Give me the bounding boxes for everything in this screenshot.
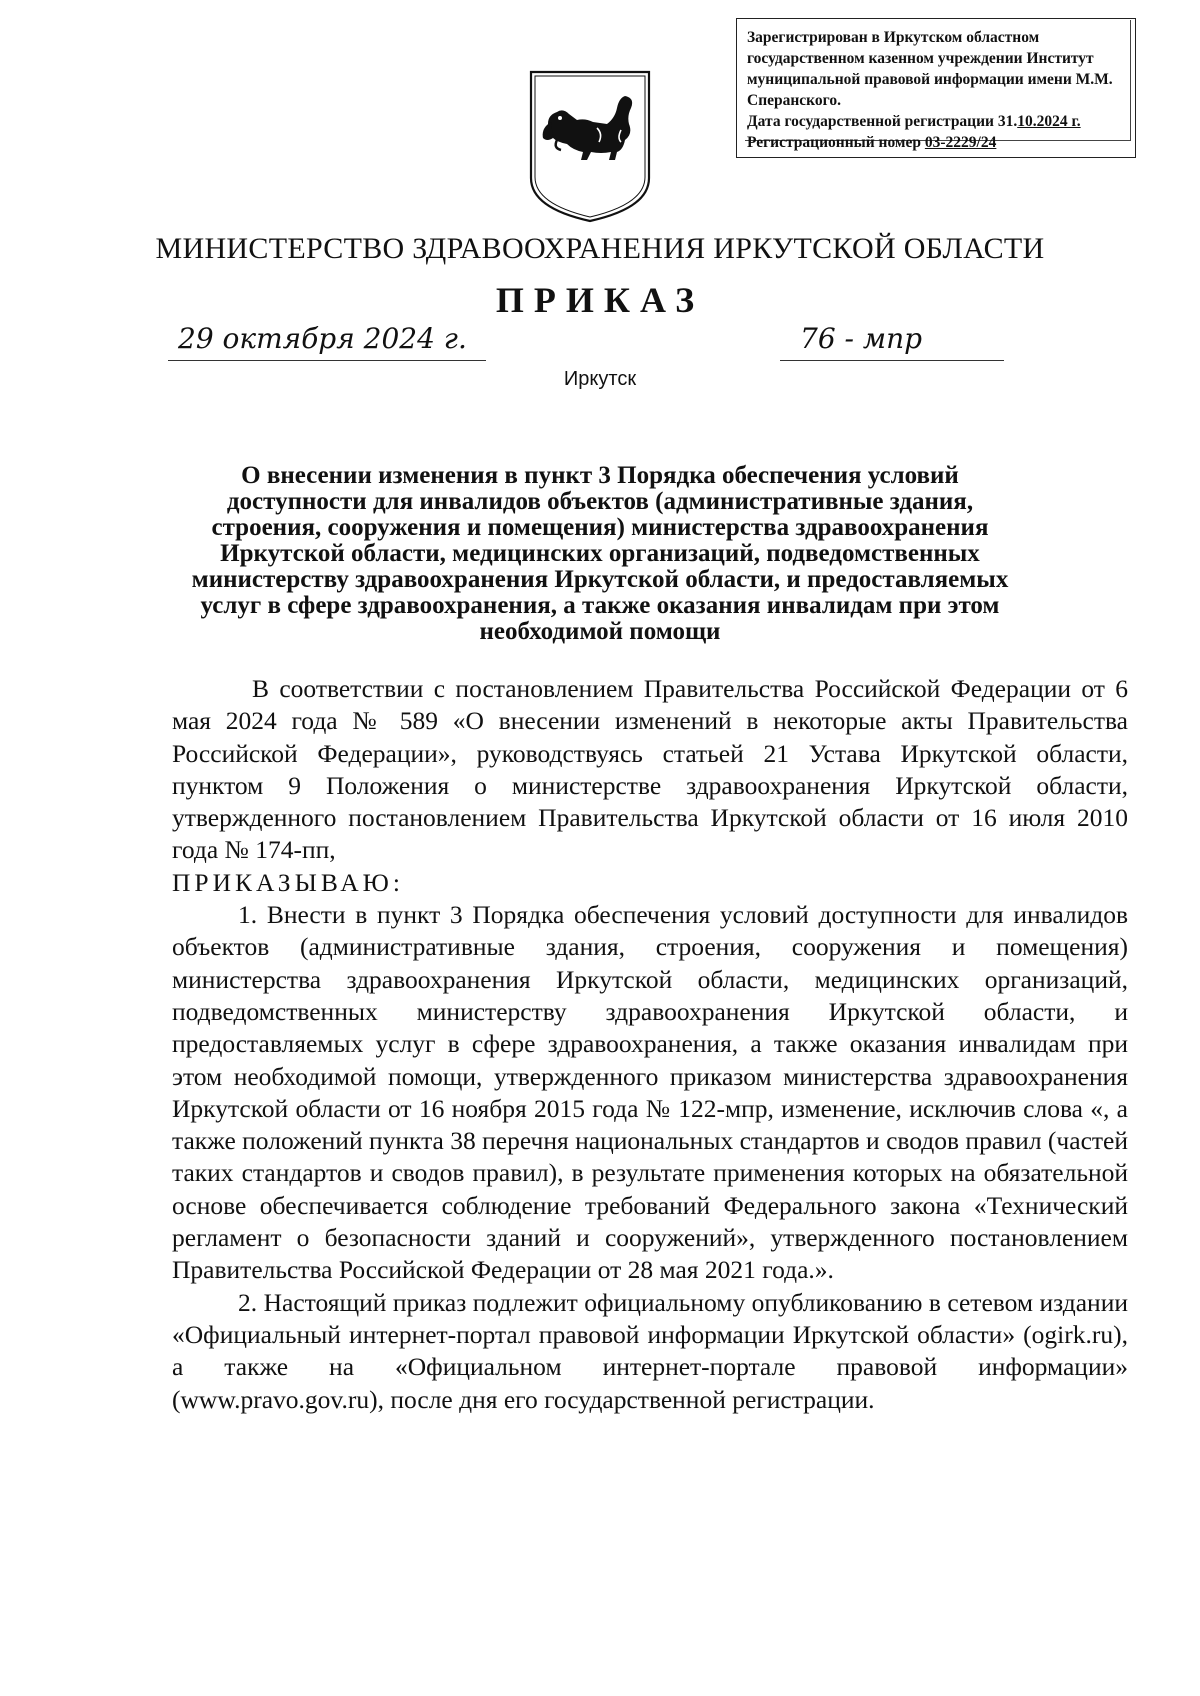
stamp-line-2: государственном казенном учреждении Институт xyxy=(747,50,1094,67)
stamp-date-label: Дата государственной регистрации 31. xyxy=(747,113,1018,130)
document-body xyxy=(172,673,1128,1416)
city-name: Иркутск xyxy=(563,368,637,390)
stamp-number-value: 03-2229/24 xyxy=(924,134,997,151)
item-1-paragraph: 1. Внести в пункт 3 Порядка обеспечения условий доступности для инвалидов объектов (административные здания, строения, сооружения и помещения) министерства здравоохранения Иркутской области, медицинских организаций, подведомственных министерству здравоохранения Иркутской области, и предоставляемых услуг в сфере здравоохранения, а также оказания инвалидам при этом необходимой помощи, утвержденного приказом министерства здравоохранения Иркутской области от 16 ноября 2015 года № 122-мпр, изменение, исключив слова «, а также положений пункта 38 перечня национальных стандартов и сводов правил (частей таких стандартов и сводов правил), в результате применения которых на обязательной основе обеспечивается соблюдение требований Федерального закона «Технический регламент о безопасности зданий и сооружений», утвержденного постановлением Правительства Российской Федерации от 28 мая 2021 года.». xyxy=(172,900,1128,1285)
order-word: ПРИКАЗЫВАЮ: xyxy=(172,867,404,897)
item-2-paragraph: 2. Настоящий приказ подлежит официальному опубликованию в сетевом издании «Официальный интернет-портал правовой информации Иркутской области» (ogirk.ru), а также на «Официальном интернет-портале правовой информации» (www.pravo.gov.ru), после дня его государственной регистрации. xyxy=(172,1287,1128,1414)
document-type: ПРИКАЗ xyxy=(495,280,705,320)
registration-stamp xyxy=(736,18,1136,158)
stamp-line-1: Зарегистрирован в Иркутском областном xyxy=(747,29,1040,46)
stamp-number-label: Регистрационный номер xyxy=(747,134,925,151)
number-underline xyxy=(780,360,1004,361)
stamp-line-3: муниципальной правовой информации имени М.М. xyxy=(747,71,1113,88)
stamp-number xyxy=(747,132,1125,153)
ministry-name: МИНИСТЕРСТВО ЗДРАВООХРАНЕНИЯ ИРКУТСКОЙ ОБЛАСТИ xyxy=(155,232,1045,265)
handwritten-number: 76 - мпр xyxy=(800,322,923,355)
handwritten-date: 29 октября 2024 г. xyxy=(178,322,467,355)
stamp-date xyxy=(747,111,1125,132)
stamp-line-4: Сперанского. xyxy=(747,92,841,109)
document-title: О внесении изменения в пункт 3 Порядка обеспечения условий доступности для инвалидов объектов (административные здания, строения, сооружения и помещения) министерства здравоохранения Иркутской области, медицинских организаций, подведомственных министерству здравоохранения Иркутской области, и предоставляемых услуг в сфере здравоохранения, а также оказания инвалидам при этом необходимой помощи xyxy=(191,462,1009,645)
stamp-date-value: 10.2024 г. xyxy=(1017,113,1081,130)
date-underline xyxy=(168,360,486,361)
preamble-paragraph: В соответствии с постановлением Правительства Российской Федерации от 6 мая 2024 года № 589 «О внесении изменений в некоторые акты Правительства Российской Федерации», руководствуясь статьей 21 Устава Иркутской области, пунктом 9 Положения о министерстве здравоохранения Иркутской области, утвержденного постановлением Правительства Иркутской области от 16 июля 2010 года № 174-пп, xyxy=(172,674,1128,865)
irkutsk-coat-of-arms-icon xyxy=(527,68,653,224)
